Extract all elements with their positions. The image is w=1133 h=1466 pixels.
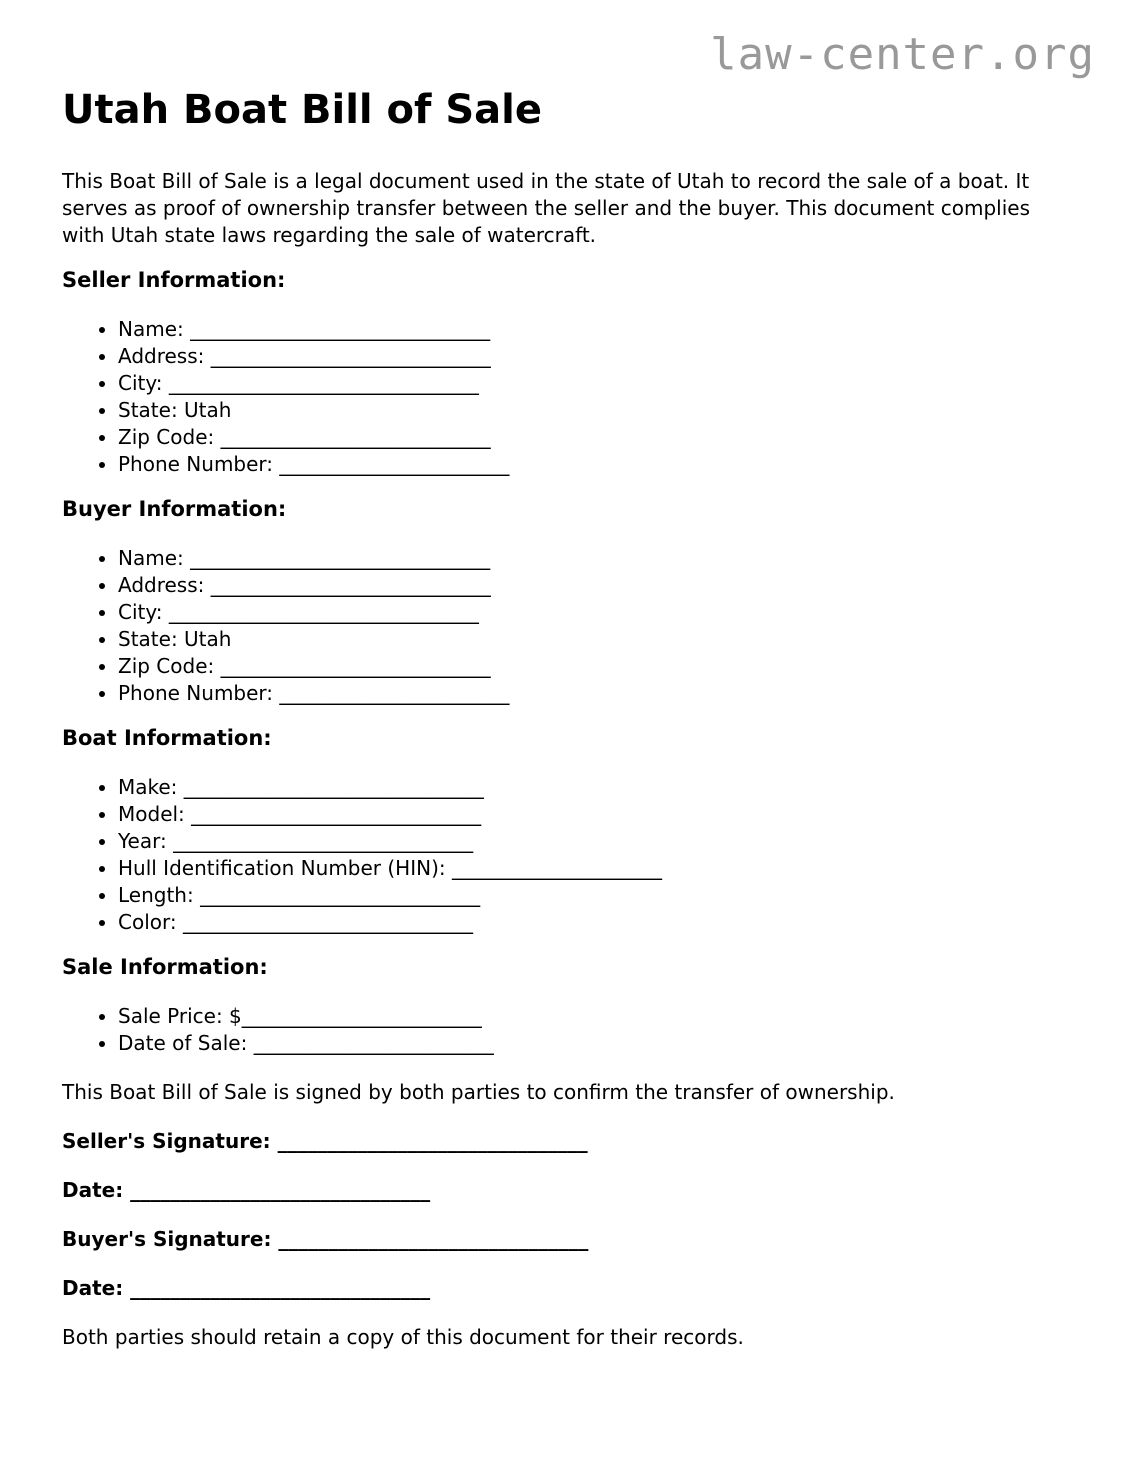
page-title: Utah Boat Bill of Sale <box>62 87 542 133</box>
boat-length-field: • Length: ____________________________ <box>118 882 1095 909</box>
section-heading-buyer: Buyer Information: <box>62 497 287 521</box>
buyer-info-list <box>62 545 1095 707</box>
seller-signature-line: Seller's Signature: _______________________________ <box>62 1129 588 1153</box>
sale-date-field: • Date of Sale: ________________________ <box>118 1030 1095 1057</box>
boat-year-field: • Year: ______________________________ <box>118 828 1095 855</box>
signing-note: This Boat Bill of Sale is signed by both parties to confirm the transfer of ownership. <box>62 1080 895 1104</box>
seller-name-field: • Name: ______________________________ <box>118 316 1095 343</box>
seller-info-list <box>62 316 1095 478</box>
section-heading-seller: Seller Information: <box>62 268 286 292</box>
boat-model-field: • Model: _____________________________ <box>118 801 1095 828</box>
seller-address-field: • Address: ____________________________ <box>118 343 1095 370</box>
footer-note: Both parties should retain a copy of this document for their records. <box>62 1325 744 1349</box>
seller-zip-field: • Zip Code: ___________________________ <box>118 424 1095 451</box>
section-heading-sale: Sale Information: <box>62 955 268 979</box>
sale-price-field: • Sale Price: $________________________ <box>118 1003 1095 1030</box>
sale-info-list <box>62 1003 1095 1057</box>
buyer-phone-field: • Phone Number: _______________________ <box>118 680 1095 707</box>
boat-color-field: • Color: _____________________________ <box>118 909 1095 936</box>
section-heading-boat: Boat Information: <box>62 726 272 750</box>
buyer-city-field: • City: _______________________________ <box>118 599 1095 626</box>
intro-paragraph: This Boat Bill of Sale is a legal document used in the state of Utah to record the sale of a boat. It serves as proof of ownership transfer between the seller and the buyer. This document complies with Utah state laws regarding the sale of watercraft. <box>62 169 1030 247</box>
boat-hin-field: • Hull Identification Number (HIN): _____________________ <box>118 855 1095 882</box>
buyer-signature-date-line: Date: ______________________________ <box>62 1276 431 1300</box>
buyer-address-field: • Address: ____________________________ <box>118 572 1095 599</box>
buyer-name-field: • Name: ______________________________ <box>118 545 1095 572</box>
buyer-signature-line: Buyer's Signature: _______________________________ <box>62 1227 589 1251</box>
site-logo: law-center.org <box>710 29 1095 80</box>
seller-signature-date-line: Date: ______________________________ <box>62 1178 431 1202</box>
seller-city-field: • City: _______________________________ <box>118 370 1095 397</box>
boat-info-list <box>62 774 1095 936</box>
buyer-zip-field: • Zip Code: ___________________________ <box>118 653 1095 680</box>
seller-state-field: • State: Utah <box>118 397 1095 424</box>
buyer-state-field: • State: Utah <box>118 626 1095 653</box>
seller-phone-field: • Phone Number: _______________________ <box>118 451 1095 478</box>
boat-make-field: • Make: ______________________________ <box>118 774 1095 801</box>
